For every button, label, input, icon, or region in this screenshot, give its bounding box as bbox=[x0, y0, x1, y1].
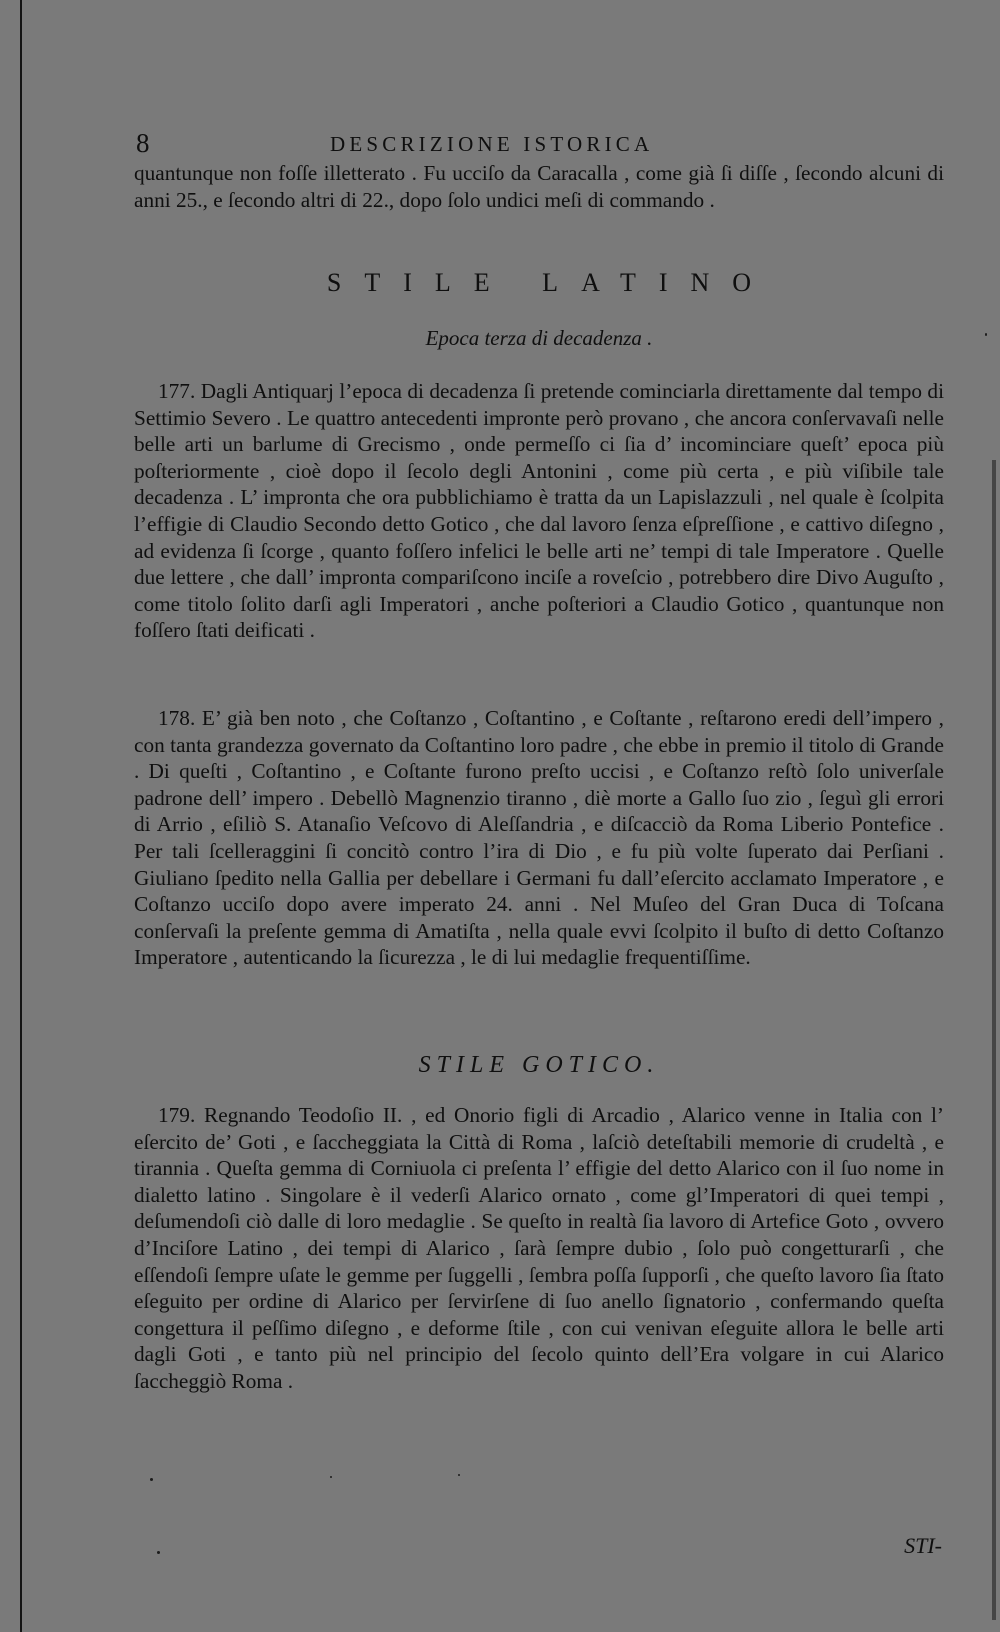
paragraph-177 bbox=[134, 378, 944, 644]
section-title-stile-gotico: STILE GOTICO. bbox=[418, 1052, 660, 1078]
paragraph-text: 179. Regnando Teodoſio II. , ed Onorio figli di Arcadio , Alarico venne in Italia con l’ eſercito de’ Goti , e ſaccheggiata la Città di Roma , laſciò deteſtabili memorie di crudeltà , e tirannia . Queſta gemma di Corniuola ci preſenta l’ effigie del detto Alarico con il ſuo nome in dialetto latino . Singolare è il vederſi Alarico ornato , come gl’Imperatori di quei tempi , deſumendoſi ciò dalle di loro medaglie . Se queſto in realtà ſia lavoro di Artefice Goto , ovvero d’Inciſore Latino , dei tempi di Alarico , ſarà ſempre dubio , ſolo può congetturarſi , che eſſendoſi ſempre uſate le gemme per ſuggelli , ſembra poſſa ſupporſi , che queſto lavoro ſia ſtato eſeguito per ordine di Alarico per ſervirſene di ſuo anello ſignatorio , confermando queſta congettura il peſſimo diſegno , e deforme ſtile , con cui venivan eſeguite allora le belle arti dagli Goti , e tanto più nel principio del ſecolo quinto dell’Era volgare in cui Alarico ſaccheggiò Roma . bbox=[134, 1103, 944, 1393]
print-speck bbox=[458, 1474, 460, 1476]
paragraph-178 bbox=[134, 705, 944, 971]
page-number: 8 bbox=[136, 128, 150, 158]
paragraph-179 bbox=[134, 1102, 944, 1395]
running-head: DESCRIZIONE ISTORICA bbox=[330, 132, 654, 156]
page-right-edge bbox=[992, 460, 996, 1620]
section-subtitle: Epoca terza di decadenza . bbox=[425, 326, 653, 350]
section-title-stile-latino: STILE LATINO bbox=[326, 268, 775, 297]
print-speck bbox=[150, 1478, 153, 1481]
catchword: STI- bbox=[904, 1533, 942, 1558]
print-speck bbox=[330, 1476, 332, 1478]
page-header bbox=[134, 128, 944, 162]
paragraph-text: 178. E’ già ben noto , che Coſtanzo , Coſtantino , e Coſtante , reſtarono eredi dell’impero , con tanta grandezza governato da Coſtantino loro padre , che ebbe in premio il titolo di Grande . Di queſti , Coſtantino , e Coſtante furono preſto uccisi , e Coſtanzo reſtò ſolo univerſale padrone dell’ impero . Debellò Magnenzio tiranno , diè morte a Gallo ſuo zio , ſeguì gli errori di Arrio , eſiliò S. Atanaſio Veſcovo di Aleſſandria , e diſcacciò da Roma Liberio Pontefice . Per tali ſcelleraggini ſi concitò contro l’ira di Dio , e fu più volte ſuperato dai Perſiani . Giuliano ſpedito nella Gallia per debellare i Germani fu dall’eſercito acclamato Imperatore , e Coſtanzo ucciſo dopo avere imperato 24. anni . Nel Muſeo del Gran Duca di Toſcana conſervaſi la preſente gemma di Amatiſta , nella quale evvi ſcolpito il buſto di detto Coſtanzo Imperatore , autenticando la ſicurezza , le di lui medaglie frequentiſſime. bbox=[134, 706, 944, 970]
paragraph-continued bbox=[134, 160, 944, 213]
print-speck bbox=[985, 333, 987, 336]
paragraph-text: quantunque non foſſe illetterato . Fu ucciſo da Caracalla , come già ſi diſſe , ſecondo alcuni di anni 25., e ſecondo altri di 22., dopo ſolo undici meſi di commando . bbox=[134, 161, 944, 212]
paragraph-text: 177. Dagli Antiquarj l’epoca di decadenza ſi pretende cominciarla direttamente dal tempo di Settimio Severo . Le quattro antecedenti impronte però provano , che ancora conſervavaſi nelle belle arti un barlume di Grecismo , onde permeſſo ci ſia d’ incominciare queſt’ epoca più poſteriormente , cioè dopo il ſecolo degli Antonini , come più certa , e più viſibile tale decadenza . L’ impronta che ora pubblichiamo è tratta da un Lapislazzuli , nel quale è ſcolpita l’effigie di Claudio Secondo detto Gotico , che dal lavoro ſenza eſpreſſione , e cattivo diſegno , ad evidenza ſi ſcorge , quanto foſſero infelici le belle arti ne’ tempi di tale Imperatore . Quelle due lettere , che dall’ impronta compariſcono inciſe a roveſcio , potrebbero dire Divo Auguſto , come titolo ſolito darſi agli Imperatori , anche poſteriori a Claudio Gotico , quantunque non foſſero ſtati deificati . bbox=[134, 379, 944, 643]
page-gutter-edge bbox=[20, 0, 22, 1632]
print-speck bbox=[157, 1551, 160, 1554]
